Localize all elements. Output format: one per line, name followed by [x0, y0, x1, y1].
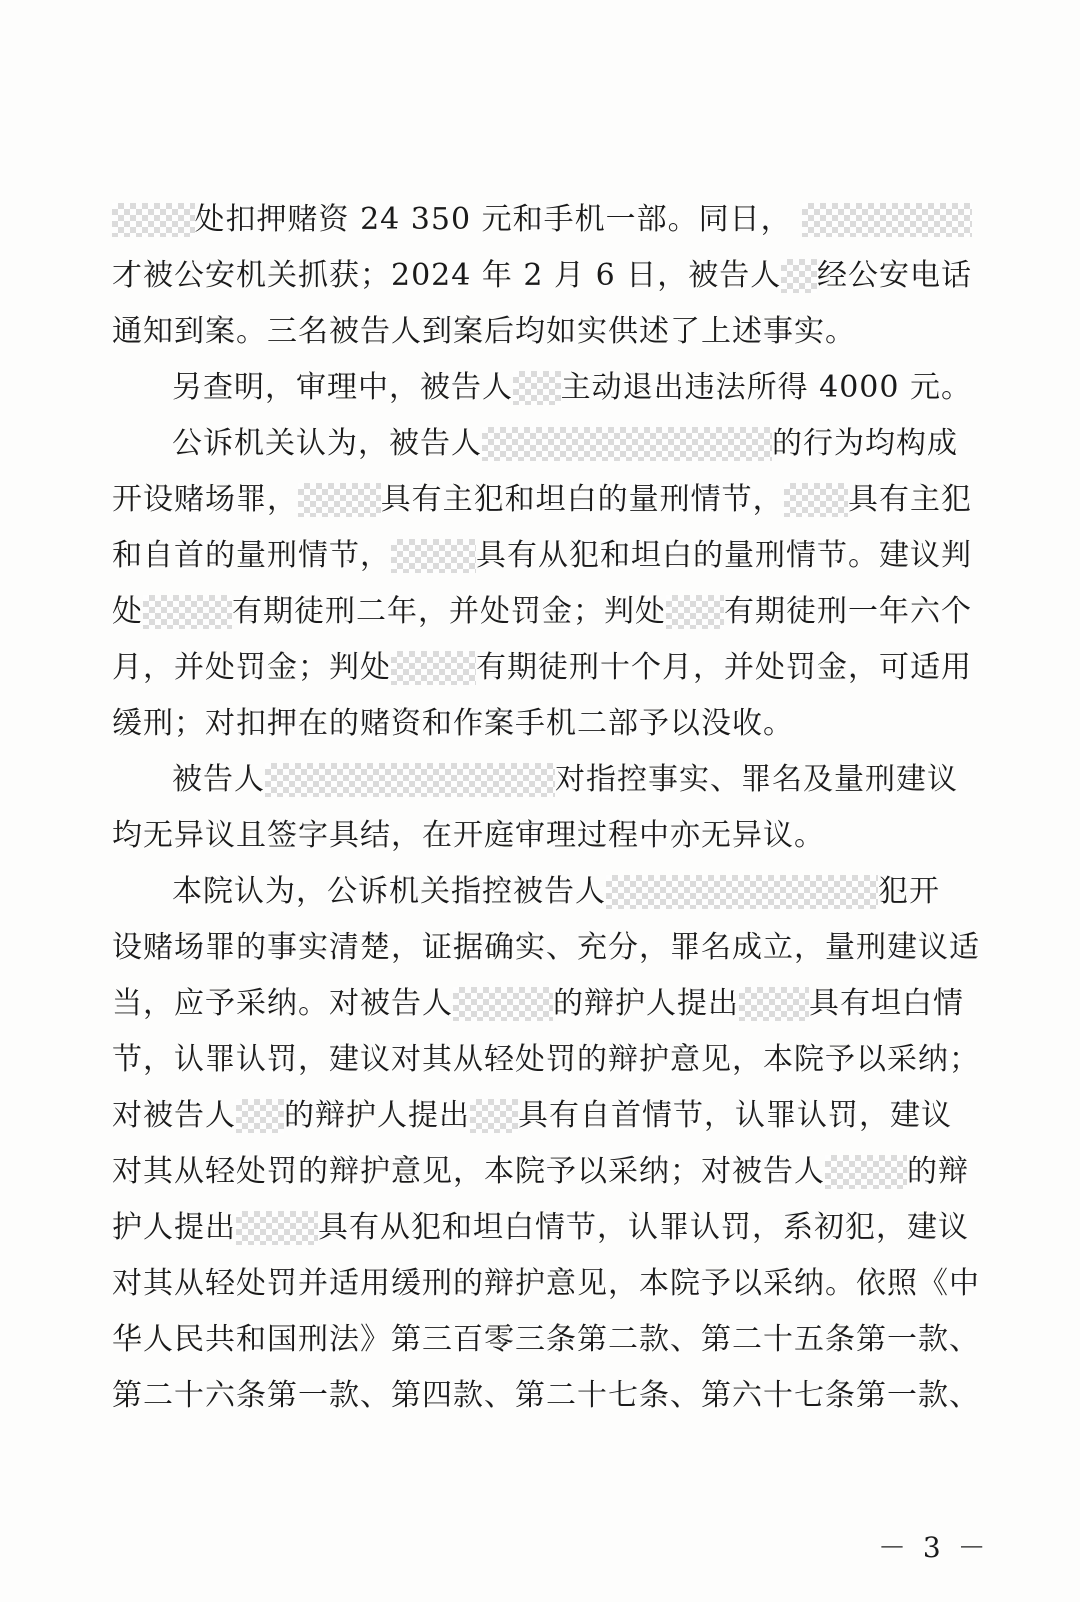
redacted-name	[513, 371, 561, 405]
line-text: 第二十六条第一款、第四款、第二十七条、第六十七条第一款、	[112, 1378, 980, 1413]
line-text: 对其从轻处罚并适用缓刑的辩护意见，本院予以采纳。依照《中	[112, 1266, 980, 1301]
line-text: 公诉机关认为，被告人	[172, 426, 482, 461]
redacted-name	[391, 651, 476, 685]
line-text: 的辩护人提出	[284, 1098, 470, 1133]
redacted-name	[739, 987, 809, 1021]
line-text: 节，认罪认罚，建议对其从轻处罚的辩护意见，本院予以采纳；	[112, 1042, 980, 1077]
redacted-name	[666, 595, 724, 629]
line-text: 通知到案。三名被告人到案后均如实供述了上述事实。	[112, 314, 856, 349]
text-line-22	[112, 1368, 980, 1424]
text-line-4	[112, 360, 972, 416]
line-text: 对其从轻处罚的辩护意见，本院予以采纳；对被告人	[112, 1154, 825, 1189]
line-text: 设赌场罪的事实清楚，证据确实、充分，罪名成立，量刑建议适	[112, 930, 980, 965]
line-text: 华人民共和国刑法》第三百零三条第二款、第二十五条第一款、	[112, 1322, 980, 1357]
text-line-15	[112, 976, 972, 1032]
redacted-name	[236, 1211, 318, 1245]
redacted-name	[784, 483, 848, 517]
text-line-2	[112, 248, 972, 304]
text-line-5	[112, 416, 972, 472]
text-line-3	[112, 304, 972, 360]
redacted-name	[802, 203, 972, 237]
redacted-name	[470, 1099, 518, 1133]
redacted-name	[112, 203, 195, 237]
page-number: － 3 －	[878, 1531, 990, 1564]
line-text: 才被公安机关抓获；2024 年 2 月 6 日，被告人	[112, 258, 782, 293]
line-text: 的辩护人提出	[553, 986, 739, 1021]
line-text: 处	[112, 594, 143, 629]
text-line-21	[112, 1312, 980, 1368]
text-line-14	[112, 920, 980, 976]
line-text: 被告人	[172, 762, 265, 797]
text-line-6	[112, 472, 972, 528]
line-text: 另查明，审理中，被告人	[172, 370, 513, 405]
redacted-name	[606, 875, 878, 909]
text-line-11	[112, 752, 972, 808]
line-text: 对被告人	[112, 1098, 236, 1133]
text-line-9	[112, 640, 972, 696]
line-text: 月，并处罚金；判处	[112, 650, 391, 685]
text-line-20	[112, 1256, 980, 1312]
line-text: 和自首的量刑情节，	[112, 538, 391, 573]
text-line-19	[112, 1200, 972, 1256]
line-text: 均无异议且签字具结，在开庭审理过程中亦无异议。	[112, 818, 825, 853]
line-text: 缓刑；对扣押在的赌资和作案手机二部予以没收。	[112, 706, 794, 741]
line-text: 具有从犯和坦白情节，认罪认罚，系初犯，建议	[318, 1210, 969, 1245]
text-line-17	[112, 1088, 972, 1144]
line-text: 有期徒刑二年，并处罚金；判处	[231, 594, 666, 629]
line-text: 开设赌场罪，	[112, 482, 298, 517]
redacted-name	[482, 427, 772, 461]
text-line-13	[112, 864, 972, 920]
text-line-7	[112, 528, 972, 584]
redacted-name	[265, 763, 555, 797]
line-text: 具有坦白情	[809, 986, 964, 1021]
line-text: 对指控事实、罪名及量刑建议	[555, 762, 958, 797]
line-text: 本院认为，公诉机关指控被告人	[172, 874, 606, 909]
redacted-name	[781, 259, 817, 293]
line-text: 经公安电话	[817, 258, 972, 293]
text-line-12	[112, 808, 972, 864]
line-text: 主动退出违法所得 4000 元。	[560, 370, 972, 405]
text-line-16	[112, 1032, 980, 1088]
line-text: 的辩	[907, 1154, 969, 1189]
redacted-name	[391, 539, 476, 573]
redacted-name	[298, 483, 381, 517]
redacted-name	[143, 595, 232, 629]
redacted-name	[453, 987, 553, 1021]
text-line-10	[112, 696, 972, 752]
judgment-body-text	[112, 192, 980, 1424]
redacted-name	[825, 1155, 907, 1189]
line-text: 有期徒刑一年六个	[724, 594, 972, 629]
line-text: 具有自首情节，认罪认罚，建议	[518, 1098, 952, 1133]
line-text: 的行为均构成	[772, 426, 958, 461]
line-text: 当，应予采纳。对被告人	[112, 986, 453, 1021]
line-text: 处扣押赌资 24 350 元和手机一部。同日，	[194, 202, 792, 237]
line-text: 具有主犯和坦白的量刑情节，	[380, 482, 784, 517]
text-line-8	[112, 584, 972, 640]
line-text: 护人提出	[112, 1210, 236, 1245]
text-line-1	[112, 192, 972, 248]
redacted-name	[236, 1099, 284, 1133]
text-line-18	[112, 1144, 972, 1200]
line-text: 犯开	[878, 874, 940, 909]
line-text: 有期徒刑十个月，并处罚金，可适用	[476, 650, 972, 685]
line-text: 具有从犯和坦白的量刑情节。建议判	[476, 538, 972, 573]
line-text: 具有主犯	[848, 482, 972, 517]
